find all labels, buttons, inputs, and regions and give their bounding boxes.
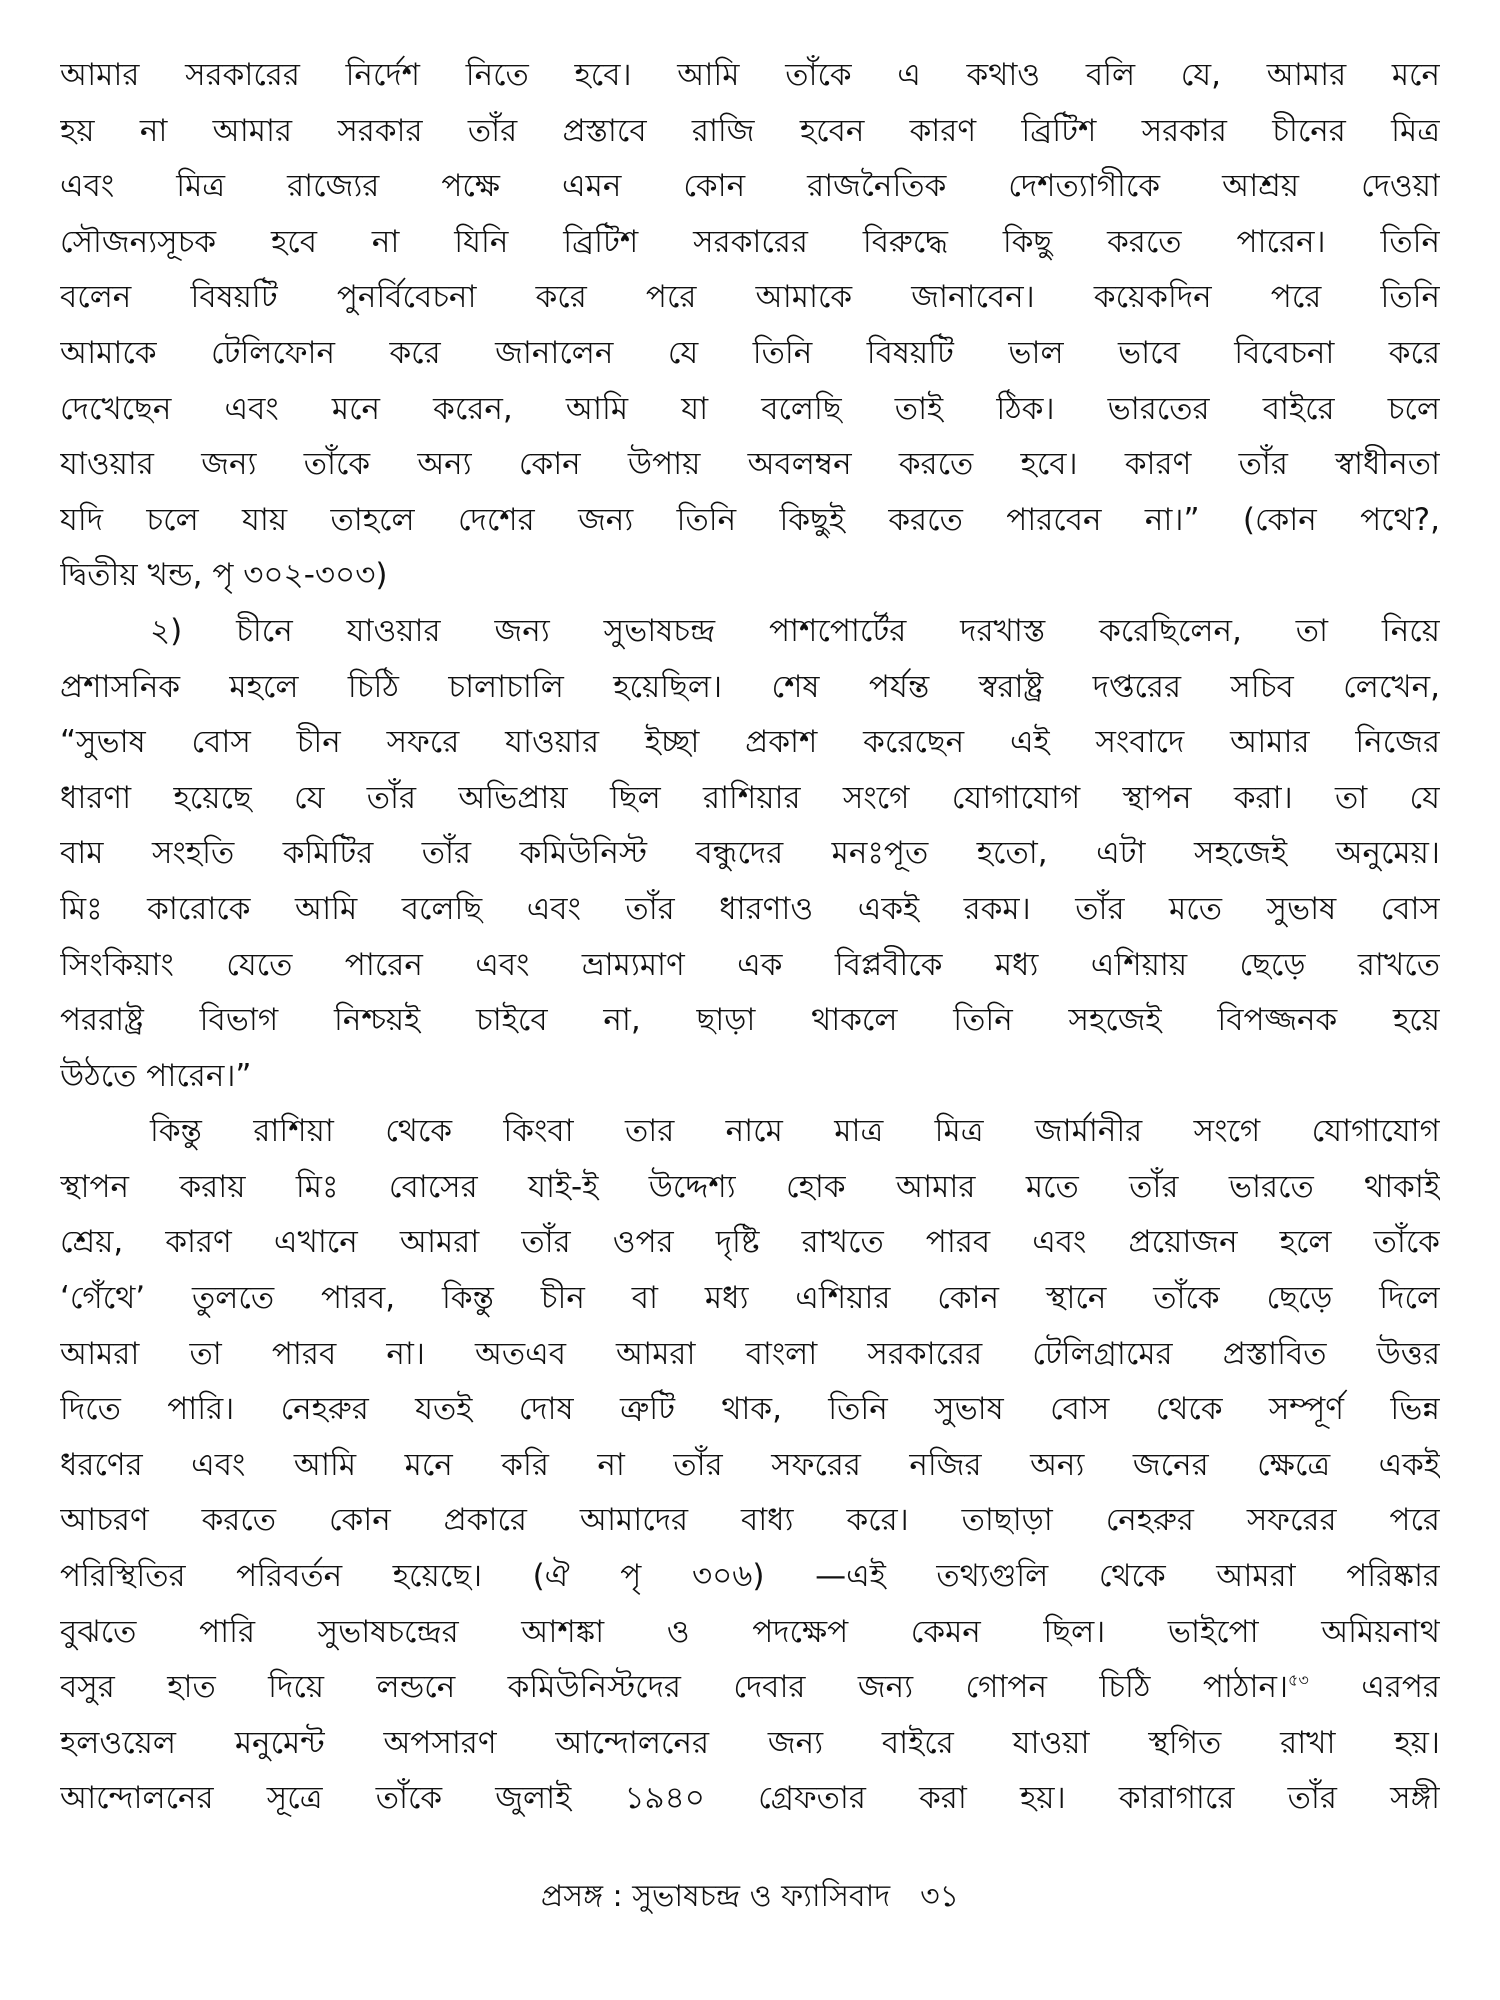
text-line: ধরণের এবং আমি মনে করি না তাঁর সফরের নজির অন্য জনের ক্ষেত্রে একই (60, 1446, 1440, 1483)
text-line-tail: এরপর (1308, 1669, 1440, 1706)
text-line: পররাষ্ট্র বিভাগ নিশ্চয়ই চাইবে না, ছাড়া থাকলে তিনি সহজেই বিপজ্জনক হয়ে (60, 1002, 1440, 1039)
text-line: মিঃ কারোকে আমি বলেছি এবং তাঁর ধারণাও একই রকম। তাঁর মতে সুভাষ বোস (60, 890, 1440, 927)
text-line: দেখেছেন এবং মনে করেন, আমি যা বলেছি তাই ঠিক। ভারতের বাইরে চলে (60, 390, 1440, 427)
text-line: পরিস্থিতির পরিবর্তন হয়েছে। (ঐ পৃ ৩০৬) —এই তথ্যগুলি থেকে আমরা পরিষ্কার (60, 1558, 1440, 1595)
text-line: বাম সংহতি কমিটির তাঁর কমিউনিস্ট বন্ধুদের মনঃপূত হতো, এটা সহজেই অনুমেয়। (60, 835, 1440, 872)
text-line: ধারণা হয়েছে যে তাঁর অভিপ্রায় ছিল রাশিয়ার সংগে যোগাযোগ স্থাপন করা। তা যে (60, 779, 1440, 816)
text-line: “সুভাষ বোস চীন সফরে যাওয়ার ইচ্ছা প্রকাশ করেছেন এই সংবাদে আমার নিজের (60, 724, 1440, 761)
text-line: উঠতে পারেন।” (60, 1057, 252, 1094)
text-line: আন্দোলনের সূত্রে তাঁকে জুলাই ১৯৪০ গ্রেফতার করা হয়। কারাগারে তাঁর সঙ্গী (60, 1780, 1440, 1817)
text-line: যদি চলে যায় তাহলে দেশের জন্য তিনি কিছুই করতে পারবেন না।” (কোন পথে?, (60, 501, 1440, 538)
running-title: প্রসঙ্গ : সুভাষচন্দ্র ও ফ্যাসিবাদ (540, 1879, 891, 1914)
text-line: ২) চীনে যাওয়ার জন্য সুভাষচন্দ্র পাশপোর্টের দরখাস্ত করেছিলেন, তা নিয়ে (150, 612, 1440, 649)
body-text (60, 48, 1440, 1827)
text-line: আমাকে টেলিফোন করে জানালেন যে তিনি বিষয়টি ভাল ভাবে বিবেচনা করে (60, 334, 1440, 371)
text-line: ‘গেঁথে’ তুলতে পারব, কিন্তু চীন বা মধ্য এশিয়ার কোন স্থানে তাঁকে ছেড়ে দিলে (60, 1280, 1440, 1317)
text-line: আচরণ করতে কোন প্রকারে আমাদের বাধ্য করে। তাছাড়া নেহরুর সফরের পরে (60, 1502, 1440, 1539)
text-line: বুঝতে পারি সুভাষচন্দ্রের আশঙ্কা ও পদক্ষেপ কেমন ছিল। ভাইপো অমিয়নাথ (60, 1613, 1440, 1650)
text-line: প্রশাসনিক মহলে চিঠি চালাচালি হয়েছিল। শেষ পর্যন্ত স্বরাষ্ট্র দপ্তরের সচিব লেখেন, (60, 668, 1440, 705)
text-line: আমার সরকারের নির্দেশ নিতে হবে। আমি তাঁকে এ কথাও বলি যে, আমার মনে (60, 57, 1440, 93)
text-line: সিংকিয়াং যেতে পারেন এবং ভ্রাম্যমাণ এক বিপ্লবীকে মধ্য এশিয়ায় ছেড়ে রাখতে (60, 946, 1440, 983)
text-line: দ্বিতীয় খন্ড, পৃ ৩০২-৩০৩) (60, 557, 388, 594)
footnote-marker: ৫৩ (1288, 1670, 1309, 1690)
text-line: বলেন বিষয়টি পুনর্বিবেচনা করে পরে আমাকে জানাবেন। কয়েকদিন পরে তিনি (60, 279, 1440, 316)
text-line-start: বসুর হাত দিয়ে লন্ডনে কমিউনিস্টদের দেবার জন্য গোপন চিঠি পাঠান। (60, 1669, 1289, 1706)
page-footer (0, 1872, 1500, 1923)
text-line: দিতে পারি। নেহরুর যতই দোষ ত্রুটি থাক, তিনি সুভাষ বোস থেকে সম্পূর্ণ ভিন্ন (60, 1391, 1440, 1428)
text-line-with-footnote (60, 1660, 1440, 1716)
page-number: ৩১ (920, 1879, 960, 1914)
text-line: স্থাপন করায় মিঃ বোসের যাই-ই উদ্দেশ্য হোক আমার মতে তাঁর ভারতে থাকাই (60, 1168, 1440, 1205)
text-line: সৌজন্যসূচক হবে না যিনি ব্রিটিশ সরকারের বিরুদ্ধে কিছু করতে পারেন। তিনি (60, 223, 1440, 260)
text-line: এবং মিত্র রাজ্যের পক্ষে এমন কোন রাজনৈতিক দেশত্যাগীকে আশ্রয় দেওয়া (60, 168, 1440, 205)
text-line: শ্রেয়, কারণ এখানে আমরা তাঁর ওপর দৃষ্টি রাখতে পারব এবং প্রয়োজন হলে তাঁকে (60, 1224, 1440, 1261)
text-line: কিন্তু রাশিয়া থেকে কিংবা তার নামে মাত্র মিত্র জার্মানীর সংগে যোগাযোগ (150, 1113, 1440, 1150)
text-line: আমরা তা পারব না। অতএব আমরা বাংলা সরকারের টেলিগ্রামের প্রস্তাবিত উত্তর (60, 1335, 1440, 1372)
text-line: হলওয়েল মনুমেন্ট অপসারণ আন্দোলনের জন্য বাইরে যাওয়া স্থগিত রাখা হয়। (60, 1724, 1440, 1761)
text-line: যাওয়ার জন্য তাঁকে অন্য কোন উপায় অবলম্বন করতে হবে। কারণ তাঁর স্বাধীনতা (60, 446, 1440, 483)
text-line: হয় না আমার সরকার তাঁর প্রস্তাবে রাজি হবেন কারণ ব্রিটিশ সরকার চীনের মিত্র (60, 112, 1440, 149)
